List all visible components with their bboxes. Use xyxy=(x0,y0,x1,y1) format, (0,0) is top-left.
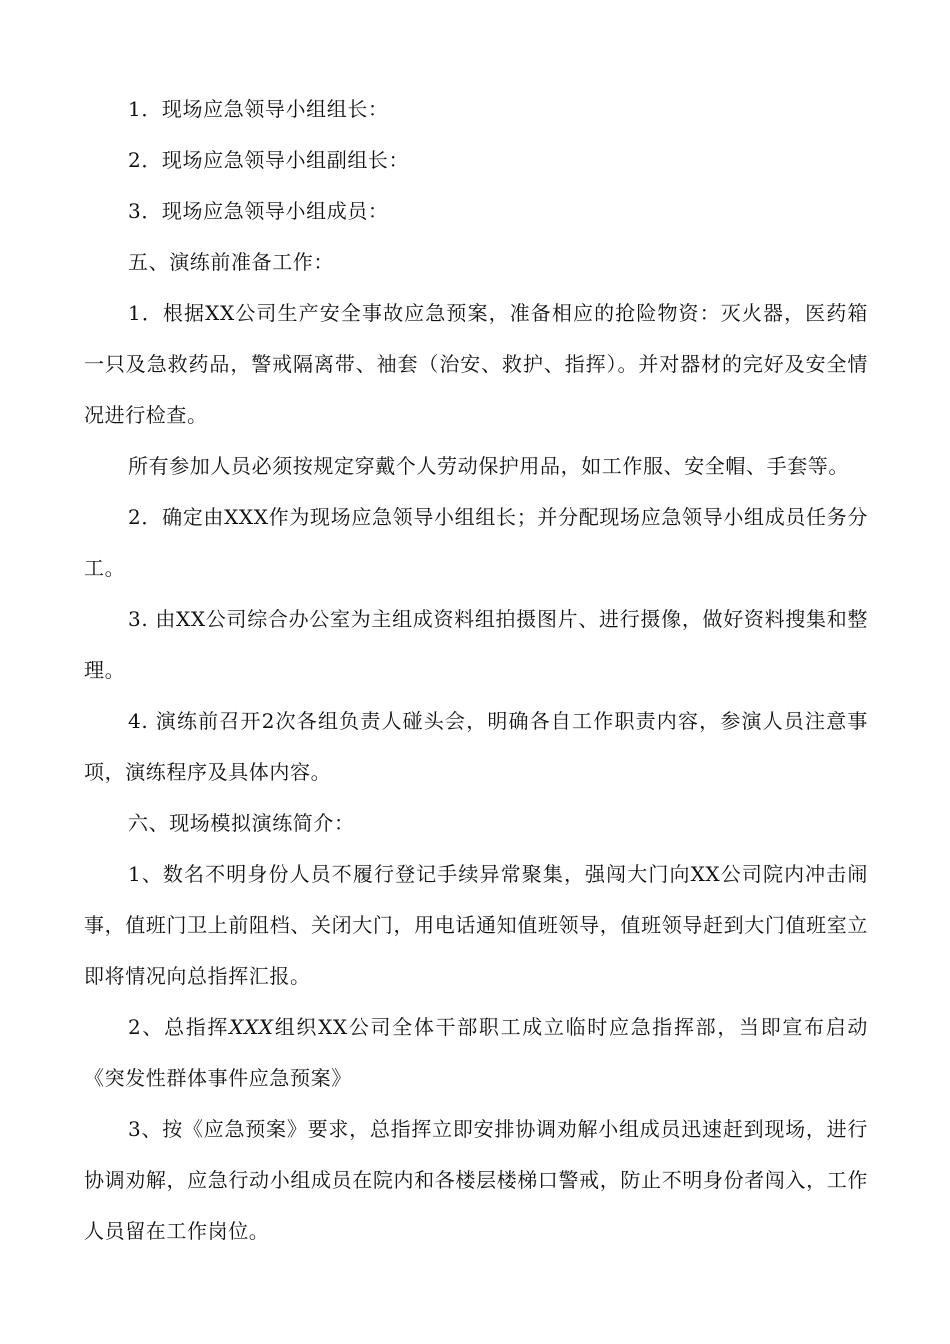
paragraph-deputy-leader: 2．现场应急领导小组副组长： xyxy=(128,148,410,172)
document-body xyxy=(84,84,868,1257)
paragraph-drill-3: 3、按《应急预案》要求，总指挥立即安排协调劝解小组成员迅速赶到现场，进行协调劝解，应急行动小组成员在院内和各楼层楼梯口警戒，防止不明身份者闯入，工作人员留在工作岗位。 xyxy=(84,1117,868,1243)
paragraph-members: 3．现场应急领导小组成员： xyxy=(128,199,389,223)
paragraph-drill-1: 1、数名不明身份人员不履行登记手续异常聚集，强闯大门向XX公司院内冲击闹事，值班门卫上前阻档、关闭大门，用电话通知值班领导，值班领导赶到大门值班室立即将情况向总指挥汇报。 xyxy=(84,862,868,988)
drill-2-before: 2、总指挥 xyxy=(128,1015,230,1039)
section-heading-drill-intro: 六、现场模拟演练简介： xyxy=(128,811,355,835)
paragraph-prep-4: 4. 演练前召开2次各组负责人碰头会，明确各自工作职责内容，参演人员注意事项，演练程序及具体内容。 xyxy=(84,709,868,784)
section-heading-preparation: 五、演练前准备工作： xyxy=(128,250,334,274)
paragraph-prep-1: 1．根据XX公司生产安全事故应急预案，准备相应的抢险物资：灭火器，医药箱一只及急救药品，警戒隔离带、袖套（治安、救护、指挥）。并对器材的完好及安全情况进行检查。 xyxy=(84,301,868,427)
drill-2-after: 组织XX公司全体干部职工成立临时应急指挥部，当即宣布启动《突发性群体事件应急预案》 xyxy=(84,1015,868,1090)
paragraph-protective-gear: 所有参加人员必须按规定穿戴个人劳动保护用品，如工作服、安全帽、手套等。 xyxy=(128,454,849,478)
paragraph-prep-3: 3. 由XX公司综合办公室为主组成资料组拍摄图片、进行摄像，做好资料搜集和整理。 xyxy=(84,607,868,682)
paragraph-drill-2 xyxy=(84,1002,868,1104)
paragraph-prep-2: 2．确定由XXX作为现场应急领导小组组长；并分配现场应急领导小组成员任务分工。 xyxy=(84,505,868,580)
drill-2-italic-name: XXX xyxy=(229,1015,274,1039)
paragraph-leader: 1．现场应急领导小组组长： xyxy=(128,97,389,121)
